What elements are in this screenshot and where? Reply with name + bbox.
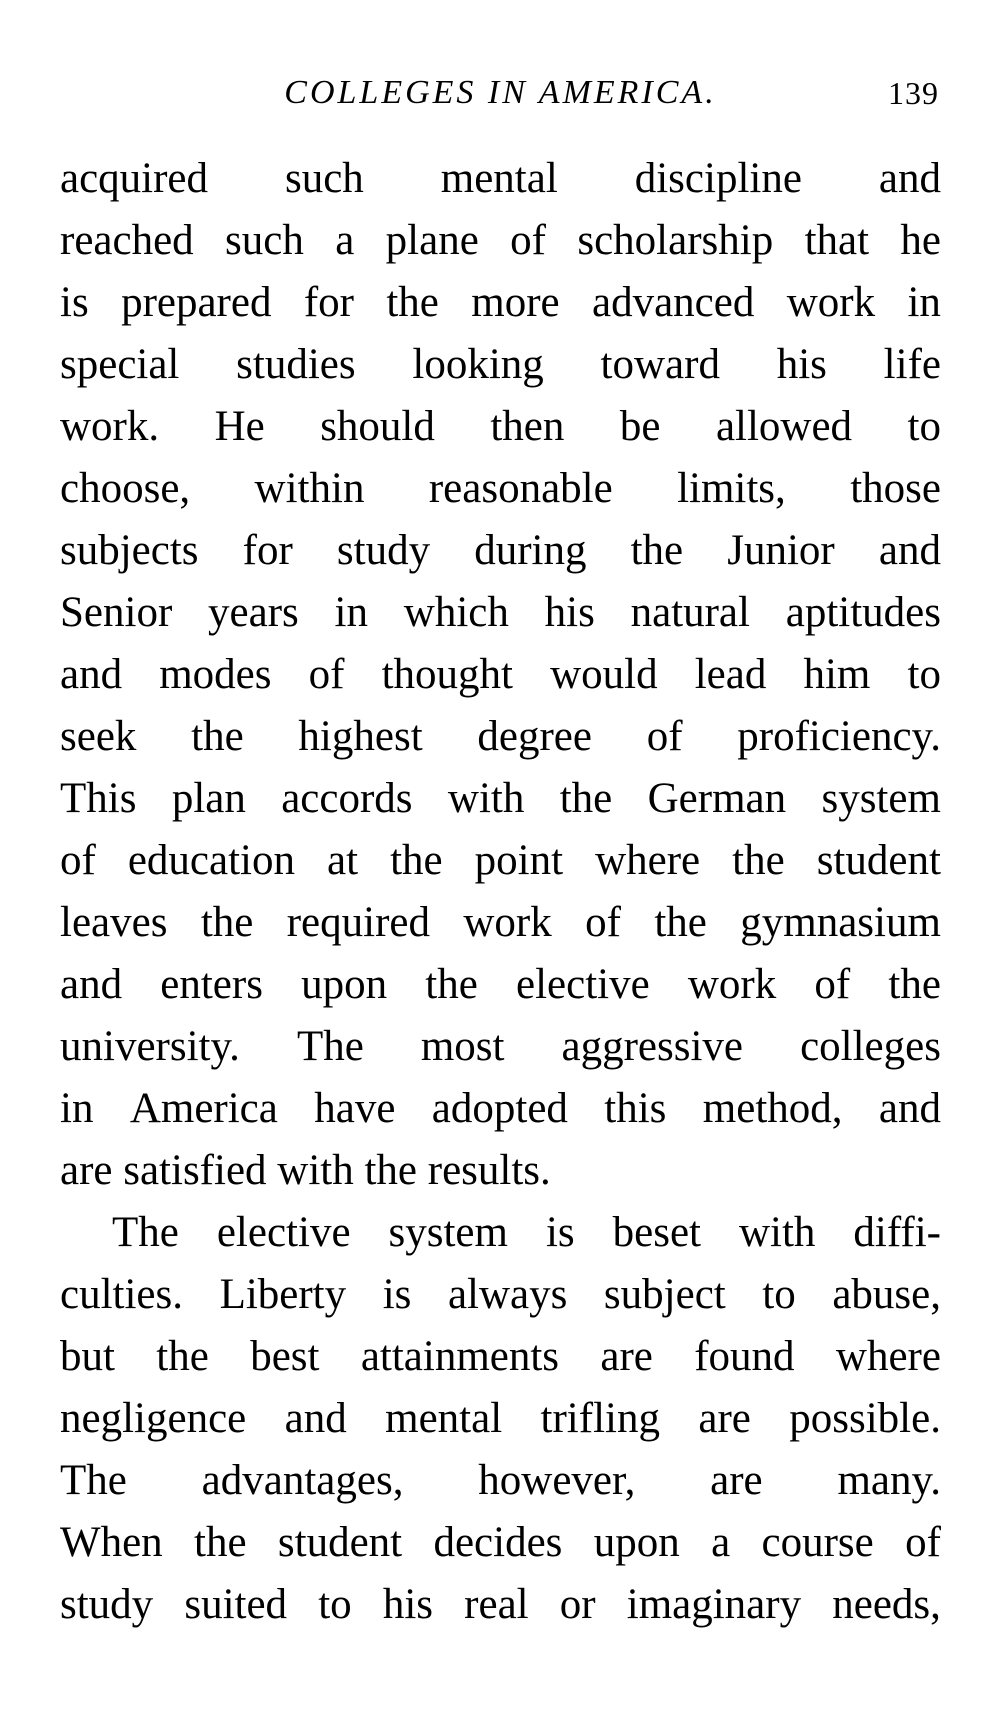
word: allowed xyxy=(715,403,853,450)
word: most xyxy=(420,1023,505,1070)
word: seek xyxy=(60,713,137,760)
word: his xyxy=(382,1581,434,1628)
word: adopted xyxy=(431,1085,568,1132)
word: have xyxy=(314,1085,396,1132)
word: advantages, xyxy=(201,1457,404,1504)
word: imaginary xyxy=(626,1581,802,1628)
word: Junior xyxy=(727,527,835,574)
word: toward xyxy=(600,341,720,388)
text-line xyxy=(60,582,941,644)
word: this xyxy=(604,1085,667,1132)
word: subject xyxy=(603,1271,726,1318)
word: are xyxy=(600,1333,653,1380)
word: needs, xyxy=(832,1581,941,1628)
word: such xyxy=(225,217,304,264)
text-line xyxy=(60,334,941,396)
word: the xyxy=(888,961,941,1008)
word: course xyxy=(761,1519,874,1566)
text-line: are satisfied with the results. xyxy=(60,1147,551,1194)
word: study xyxy=(60,1581,154,1628)
text-line xyxy=(60,1574,941,1636)
word: the xyxy=(191,713,244,760)
word: limits, xyxy=(677,465,786,512)
word: work xyxy=(463,899,552,946)
word: mental xyxy=(385,1395,503,1442)
word: negligence xyxy=(60,1395,247,1442)
word: where xyxy=(595,837,701,884)
text-line xyxy=(60,1016,941,1078)
word: prepared xyxy=(121,279,272,326)
word: and xyxy=(878,527,941,574)
text-line xyxy=(60,1078,941,1140)
word: is xyxy=(382,1271,412,1318)
word: the xyxy=(386,279,439,326)
text-line xyxy=(60,210,941,272)
word: scholarship xyxy=(577,217,774,264)
word: acquired xyxy=(60,155,209,202)
word: When xyxy=(60,1519,163,1566)
word: which xyxy=(403,589,509,636)
word: special xyxy=(60,341,180,388)
word: those xyxy=(850,465,941,512)
word: decides xyxy=(433,1519,563,1566)
word: where xyxy=(835,1333,941,1380)
text-line xyxy=(60,1202,941,1264)
word: and xyxy=(60,961,123,1008)
word: at xyxy=(327,837,359,884)
word: in xyxy=(907,279,941,326)
word: is xyxy=(60,279,89,326)
word: of xyxy=(60,837,96,884)
word: accords xyxy=(281,775,413,822)
word: gymnasium xyxy=(740,899,941,946)
page-number: 139 xyxy=(888,75,939,111)
word: subjects xyxy=(60,527,199,574)
word: The xyxy=(112,1209,179,1256)
running-header xyxy=(60,74,941,120)
word: America xyxy=(129,1085,278,1132)
word: always xyxy=(447,1271,568,1318)
word: to xyxy=(907,403,941,450)
word: that xyxy=(804,217,870,264)
word: study xyxy=(336,527,431,574)
word: for xyxy=(242,527,293,574)
word: is xyxy=(545,1209,575,1256)
word: suited xyxy=(184,1581,288,1628)
word: beset xyxy=(612,1209,701,1256)
word: the xyxy=(425,961,478,1008)
word: the xyxy=(732,837,785,884)
word: the xyxy=(654,899,707,946)
word: found xyxy=(694,1333,795,1380)
word: required xyxy=(286,899,430,946)
word: of xyxy=(814,961,851,1008)
word: a xyxy=(711,1519,731,1566)
word: The xyxy=(296,1023,364,1070)
word: looking xyxy=(412,341,544,388)
word: discipline xyxy=(634,155,802,202)
word: highest xyxy=(298,713,423,760)
word: point xyxy=(474,837,564,884)
text-line xyxy=(60,272,941,334)
word: work xyxy=(687,961,777,1008)
word: elective xyxy=(516,961,650,1008)
word: in xyxy=(334,589,368,636)
word: student xyxy=(277,1519,403,1566)
text-line xyxy=(60,458,941,520)
text-line xyxy=(60,1264,941,1326)
word: are xyxy=(710,1457,763,1504)
text-line xyxy=(60,396,941,458)
word: He xyxy=(214,403,265,450)
text-line xyxy=(60,148,941,210)
word: of xyxy=(585,899,621,946)
word: culties. xyxy=(60,1271,183,1318)
text-line xyxy=(60,644,941,706)
word: his xyxy=(544,589,595,636)
word: system xyxy=(388,1209,508,1256)
word: then xyxy=(490,403,565,450)
page-body xyxy=(60,148,941,1636)
word: of xyxy=(905,1519,941,1566)
word: method, xyxy=(702,1085,843,1132)
text-line xyxy=(60,1512,941,1574)
word: upon xyxy=(301,961,388,1008)
word: however, xyxy=(478,1457,636,1504)
word: within xyxy=(254,465,365,512)
word: the xyxy=(559,775,613,822)
word: and xyxy=(878,1085,941,1132)
word: life xyxy=(883,341,941,388)
word: aggressive xyxy=(561,1023,744,1070)
text-line xyxy=(60,520,941,582)
word: mental xyxy=(440,155,558,202)
word: the xyxy=(200,899,254,946)
word: would xyxy=(550,651,658,698)
word: work. xyxy=(60,403,160,450)
word: many. xyxy=(837,1457,941,1504)
word: abuse, xyxy=(832,1271,941,1318)
word: real xyxy=(464,1581,529,1628)
word: his xyxy=(776,341,827,388)
word: a xyxy=(335,217,355,264)
word: The xyxy=(60,1457,127,1504)
word: Senior xyxy=(60,589,173,636)
text-line xyxy=(60,1388,941,1450)
word: years xyxy=(208,589,299,636)
word: advanced xyxy=(592,279,755,326)
word: with xyxy=(738,1209,816,1256)
word: plan xyxy=(171,775,246,822)
word: of xyxy=(308,651,345,698)
word: be xyxy=(619,403,661,450)
word: diffi- xyxy=(853,1209,941,1256)
word: and xyxy=(60,651,123,698)
word: the xyxy=(390,837,443,884)
word: enters xyxy=(160,961,263,1008)
word: studies xyxy=(236,341,356,388)
word: degree xyxy=(477,713,592,760)
word: student xyxy=(816,837,941,884)
text-line xyxy=(60,892,941,954)
word: possible. xyxy=(789,1395,941,1442)
word: of xyxy=(510,217,546,264)
word: aptitudes xyxy=(785,589,941,636)
word: elective xyxy=(216,1209,351,1256)
word: he xyxy=(900,217,941,264)
word: Liberty xyxy=(219,1271,347,1318)
word: more xyxy=(471,279,560,326)
word: to xyxy=(907,651,941,698)
word: upon xyxy=(593,1519,680,1566)
word: choose, xyxy=(60,465,191,512)
word: education xyxy=(127,837,295,884)
word: lead xyxy=(694,651,767,698)
word: This xyxy=(60,775,137,822)
word: modes xyxy=(159,651,272,698)
word: university. xyxy=(60,1023,240,1070)
word: for xyxy=(303,279,354,326)
word: in xyxy=(60,1085,94,1132)
text-line xyxy=(60,954,941,1016)
word: to xyxy=(762,1271,796,1318)
word: thought xyxy=(381,651,513,698)
word: system xyxy=(821,775,941,822)
word: proficiency. xyxy=(737,713,941,760)
word: the xyxy=(156,1333,209,1380)
text-line xyxy=(60,1326,941,1388)
word: such xyxy=(284,155,364,202)
word: leaves xyxy=(60,899,168,946)
word: or xyxy=(559,1581,596,1628)
word: attainments xyxy=(360,1333,560,1380)
word: him xyxy=(803,651,871,698)
word: and xyxy=(878,155,941,202)
word: and xyxy=(284,1395,347,1442)
text-line xyxy=(60,706,941,768)
word: trifling xyxy=(540,1395,660,1442)
word: German xyxy=(647,775,787,822)
word: work xyxy=(786,279,876,326)
word: to xyxy=(318,1581,352,1628)
word: are xyxy=(698,1395,751,1442)
word: best xyxy=(250,1333,320,1380)
word: plane xyxy=(385,217,479,264)
word: reached xyxy=(60,217,194,264)
word: the xyxy=(630,527,684,574)
text-line xyxy=(60,1450,941,1512)
word: the xyxy=(194,1519,247,1566)
word: of xyxy=(646,713,683,760)
running-header-title: COLLEGES IN AMERICA. xyxy=(284,74,717,111)
word: but xyxy=(60,1333,115,1380)
word: natural xyxy=(630,589,750,636)
text-line xyxy=(60,830,941,892)
word: with xyxy=(447,775,525,822)
word: reasonable xyxy=(428,465,613,512)
word: during xyxy=(474,527,587,574)
word: colleges xyxy=(800,1023,941,1070)
text-line xyxy=(60,768,941,830)
word: should xyxy=(320,403,435,450)
